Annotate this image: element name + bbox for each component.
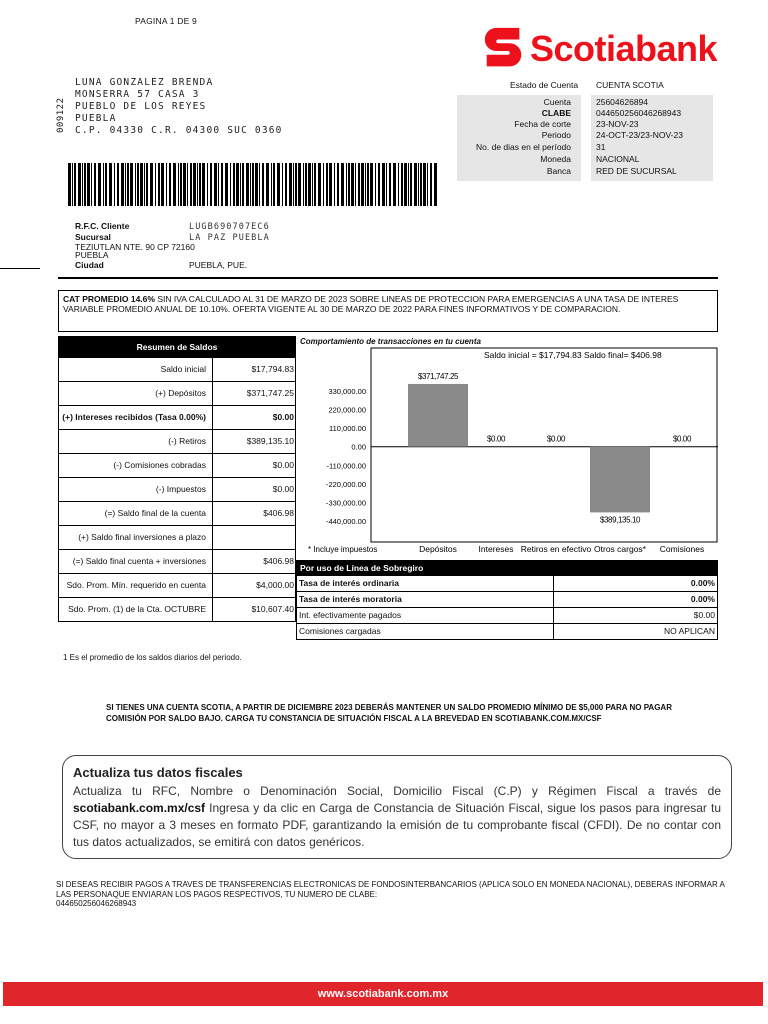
fiscal-body: Actualiza tu RFC, Nombre o Denominación Social, Domicilio Fiscal (C.P) y Régimen Fiscal a través de scotiabank.com.mx/csf Ingresa y da clic en Carga de Constancia de Situación Fiscal, sigue los pasos para ingresar tu CSF, no mayor a 3 meses en formato PDF, garantizando la emisión de tu comprobante fiscal (CFDI). De no contar con tus datos actualizados, se emitirá con datos genéricos. [73,784,721,849]
y-tick-label: 0.00 [351,442,366,452]
table-row: (-) Comisiones cobradas $0.00 [58,454,296,478]
fold-mark [0,268,40,269]
transfer-clabe: 044650256046268943 [56,899,137,908]
address-line: C.P. 04330 C.R. 04300 SUC 0360 [75,125,283,136]
data-label: $0.00 [546,434,566,444]
balance-notice: SI TIENES UNA CUENTA SCOTIA, A PARTIR DE DICIEMBRE 2023 DEBERÁS MANTENER UN SALDO PROMEDIO MÍNIMO DE $5,000 PARA NO PAGAR COMISIÓN POR SALDO BAJO. CARGA TU CONSTANCIA DE SITUACIÓN FISCAL A LA BREVEDAD EN SCOTIABANK.COM.MX/CSF [106,703,672,723]
y-tick-label: -440,000.00 [325,517,366,526]
table-row: Int. efectivamente pagados $0.00 [296,608,718,624]
rfc-label: R.F.C. Cliente [75,221,130,231]
y-tick-label: -330,000.00 [325,498,366,508]
sucursal-value: LA PAZ PUEBLA [189,232,270,243]
table-row: Sdo. Prom. (1) de la Cta. OCTUBRE $10,607.40 [58,598,296,622]
transactions-chart [298,346,718,560]
category-label: Otros cargos* [594,544,646,554]
data-label: $389,135.10 [599,515,641,525]
sucursal-state: PUEBLA [75,249,109,260]
bar [590,447,650,513]
postal-barcode [68,163,438,206]
table-row: (+) Saldo final inversiones a plazo [58,526,296,550]
table-row: Tasa de interés ordinaria 0.00% [296,576,718,592]
category-label: Intereses [478,544,514,554]
table-row: (+) Depósitos $371,747.25 [58,382,296,406]
cat-text: SIN IVA CALCULADO AL 31 DE MARZO DE 2023 SOBRE LINEAS DE PROTECCION PARA EMERGENCIAS A UNA TASA DE INTERES VARIABLE PROMEDIO ANUAL DE 10.10%. OFERTA VIGENTE AL 30 DE MARZO DE 2022 PARA FINES INFORMATIVOS Y DE COMPARACION. [63,294,679,314]
rfc-value: LUGB690707EC6 [189,222,270,232]
divider [58,277,718,279]
fiscal-data-box [62,755,732,859]
ciudad-value: PUEBLA, PUE. [189,260,248,270]
y-tick-label: 330,000.00 [328,387,366,396]
account-row: Periodo 24-OCT-23/23-NOV-23 [541,130,683,140]
sucursal-label: Sucursal [75,231,111,242]
account-row: No. de dias en el período 31 [476,142,606,152]
account-info-box [457,95,713,181]
table-row: (=) Saldo final de la cuenta $406.98 [58,502,296,526]
data-label: $371,747.25 [417,371,459,381]
table-row: (-) Retiros $389,135.10 [58,430,296,454]
customer-address [75,77,283,137]
table-row: Tasa de interés moratoria 0.00% [296,592,718,608]
resumen-saldos-table [58,336,296,622]
footer-url-bar[interactable]: www.scotiabank.com.mx [3,982,763,1006]
y-tick-label: -220,000.00 [325,479,366,489]
transfer-text: SI DESEAS RECIBIR PAGOS A TRAVES DE TRANSFERENCIAS ELECTRONICAS DE FONDOSINTERBANCARIOS (APLICA SOLO EN MONEDA NACIONAL), DEBERAS INFORMAR A LAS PERSONAQUE ENVIARAN LOS PAGOS RESPECTIVOS, TU NUMERO DE CLABE: [56,880,725,899]
table-row: (+) Intereses recibidos (Tasa 0.00%) $0.00 [58,406,296,430]
vertical-code: 009122 [56,97,66,133]
category-label: Retiros en efectivo [520,544,592,554]
category-label: Comisiones [659,544,705,554]
chart-subtitle: Saldo inicial = $17,794.83 Saldo final= $406.98 [484,350,662,360]
sobregiro-title: Por uso de Línea de Sobregiro [296,560,718,576]
ciudad-label: Ciudad [75,260,104,270]
cat-lead: CAT PROMEDIO 14.6% [63,294,155,304]
table-row: Sdo. Prom. Mín. requerido en cuenta $4,000.00 [58,574,296,598]
account-row: Fecha de corte 23-NOV-23 [514,119,639,129]
y-tick-label: 110,000.00 [329,424,366,434]
data-label: $0.00 [672,434,692,444]
account-row: Banca RED DE SUCURSAL [546,166,677,176]
address-line: LUNA GONZALEZ BRENDA [75,77,214,88]
y-tick-label: -110,000.00 [326,461,366,471]
csf-link[interactable]: scotiabank.com.mx/csf [73,801,206,815]
statement-value: CUENTA SCOTIA [596,80,664,90]
fiscal-title: Actualiza tus datos fiscales [73,765,243,780]
cat-disclosure [58,290,718,332]
address-line: PUEBLO DE LOS REYES [75,101,207,112]
sucursal-address: TEZIUTLAN NTE. 90 CP 72160 [75,242,195,252]
account-row: CLABE 044650256046268943 [541,108,682,118]
chart-title: Comportamiento de transacciones en tu cuenta [300,337,481,346]
table-row: (-) Impuestos $0.00 [58,478,296,502]
category-label: Depósitos [419,544,457,554]
address-line: MONSERRA 57 CASA 3 [75,89,200,100]
transfer-notice [56,880,726,909]
bar [408,384,468,447]
scotiabank-logo [480,24,742,74]
sobregiro-table [296,560,718,640]
table-row: Comisiones cargadas NO APLICAN [296,624,718,640]
footnote: 1 Es el promedio de los saldos diarios del periodo. [63,653,242,662]
table-row: Saldo inicial $17,794.83 [58,358,296,382]
data-label: $0.00 [486,434,506,444]
resumen-title: Resumen de Saldos [58,336,296,358]
y-tick-label: 220,000.00 [328,405,366,415]
account-row: Moneda NACIONAL [540,154,640,164]
account-row: Cuenta 25604626894 [543,97,649,107]
table-row: (=) Saldo final cuenta + inversiones $406.98 [58,550,296,574]
statement-label: Estado de Cuenta [510,80,579,90]
scotiabank-s-icon [480,26,526,72]
chart-footnote: * Incluye impuestos [308,545,378,554]
client-info [75,222,270,271]
address-line: PUEBLA [75,113,117,124]
brand-wordmark: Scotiabank [530,28,718,69]
page-number: PAGINA 1 DE 9 [135,16,197,26]
